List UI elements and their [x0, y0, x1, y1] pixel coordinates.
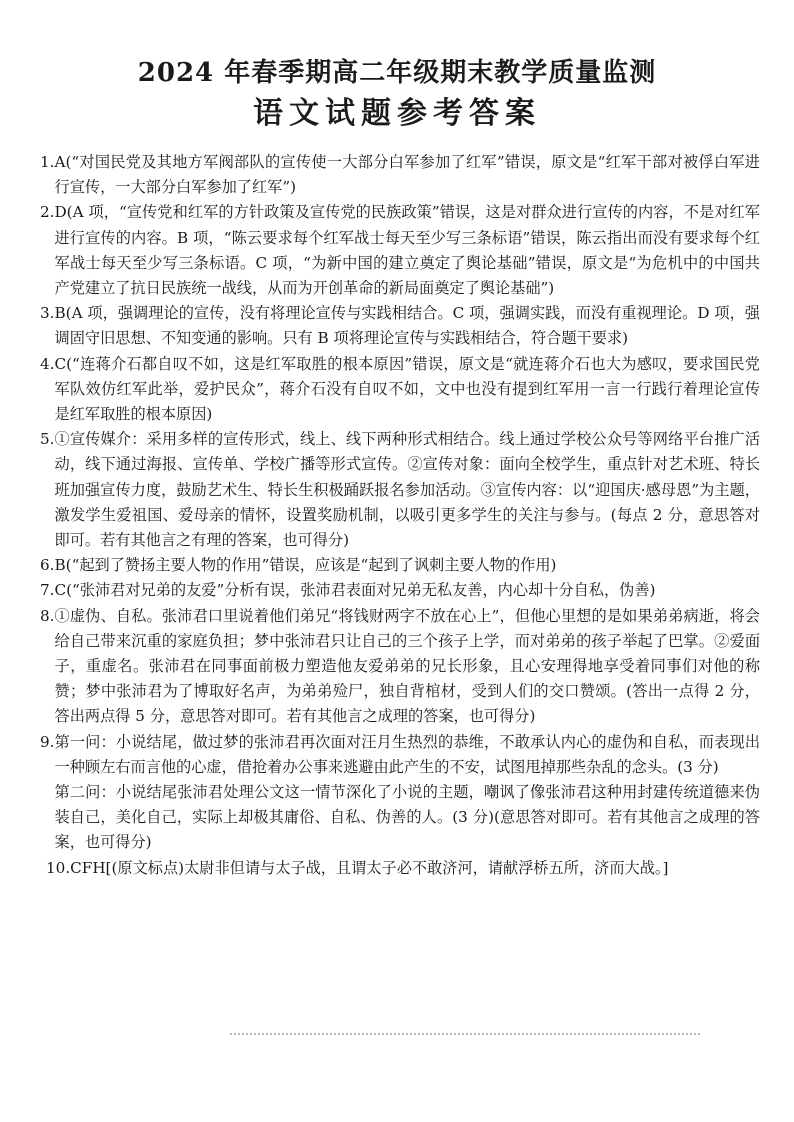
answer-number: 7.: [40, 581, 55, 600]
answer-list: [40, 150, 760, 881]
answer-number: 5.: [40, 430, 55, 449]
answer-text: A(“对国民党及其地方军阀部队的宣传使一大部分白军参加了红军”错误，原文是“红军干部对被俘白军进行宣传，一大部分白军参加了红军”): [54, 153, 760, 197]
answer-item-8: [40, 604, 760, 730]
answer-number: 3.: [40, 304, 55, 323]
answer-text: ①虚伪、自私。张沛君口里说着他们弟兄“将钱财两字不放在心上”，但他心里想的是如果弟弟病逝，将会给自己带来沉重的家庭负担；梦中张沛君只让自己的三个孩子上学，而对弟弟的孩子举起了巴掌。②爱面子，重虚名。张沛君在同事面前极力塑造他友爱弟弟的兄长形象，且心安理得地享受着同事们对他的称赞；梦中张沛君为了博取好名声，为弟弟殓尸，独自背棺材，受到人们的交口赞颂。(答出一点得 2 分，答出两点得 5 分，意思答对即可。若有其他言之成理的答案，也可得分): [54, 606, 760, 726]
answer-item-5: [40, 427, 760, 553]
answer-text: ①宣传媒介：采用多样的宣传形式，线上、线下两种形式相结合。线上通过学校公众号等网络平台推广活动，线下通过海报、宣传单、学校广播等形式宣传。②宣传对象：面向全校学生，重点针对艺术班、特长班加强宣传力度，鼓励艺术生、特长生积极踊跃报名参加活动。③宣传内容：以“迎国庆·感母恩”为主题，激发学生爱祖国、爱母亲的情怀，设置奖励机制，以吸引更多学生的关注与参与。(每点 2 分，意思答对即可。若有其他言之有理的答案，也可得分): [54, 430, 760, 550]
answer-item-2: [40, 200, 760, 301]
answer-text-part-2: 第二问：小说结尾张沛君处理公文这一情节深化了小说的主题，嘲讽了像张沛君这种用封建传统道德来伪装自己，美化自己，实际上却极其庸俗、自私、伪善的人。(3 分)(意思答对即可。若有其他言之成理的答案，也可得分): [54, 783, 760, 852]
answer-item-7: [40, 578, 760, 603]
answer-text-block: [55, 730, 761, 856]
answer-text: D(A 项，“宣传党和红军的方针政策及宣传党的民族政策”错误，这是对群众进行宣传的内容，不是对红军进行宣传的内容。B 项，“陈云要求每个红军战士每天至少写三条标语”错误，陈云指出而没有要求每个红军战士每天至少写三条标语。C 项，“为新中国的建立奠定了舆论基础”错误，原文是“为危机中的中国共产党建立了抗日民族统一战线，从而为开创革命的新局面奠定了舆论基础”): [54, 203, 760, 298]
answer-text: C(“张沛君对兄弟的友爱”分析有误，张沛君表面对兄弟无私友善，内心却十分自私，伪善): [54, 581, 656, 600]
exam-title: 2024 年春季期高二年级期末教学质量监测: [137, 58, 657, 88]
answer-number: 9.: [40, 732, 55, 751]
answer-text-part-1: 第一问：小说结尾，做过梦的张沛君再次面对汪月生热烈的恭维，不敢承认内心的虚伪和自私，而表现出一种顾左右而言他的心虚，借抢着办公事来逃避由此产生的不安，试图甩掉那些杂乱的念头。(3 分): [54, 732, 760, 776]
answer-text: CFH[(原文标点)太尉非但请与太子战，且谓太子必不敢济河，请献浮桥五所，济而大战。]: [70, 858, 669, 877]
answer-item-9: [40, 730, 760, 856]
answer-number: 2.: [40, 203, 55, 222]
answer-number: 6.: [40, 556, 55, 575]
page-cutoff-line: [230, 1033, 700, 1039]
answer-item-1: [40, 150, 760, 200]
answer-item-10: [40, 856, 760, 881]
answer-number: 1.: [40, 153, 55, 171]
answer-item-3: [40, 301, 760, 351]
answer-text: B(“起到了赞扬主要人物的作用”错误，应该是“起到了讽刺主要人物的作用): [54, 556, 557, 575]
answer-text: C(“连蒋介石都自叹不如，这是红军取胜的根本原因”错误，原文是“就连蒋介石也大为感叹，要求国民党军队效仿红军此举，爱护民众”，蒋介石没有自叹不如，文中也没有提到红军用一言一行践行着理论宣传是红军取胜的根本原因): [54, 354, 760, 424]
answer-text: B(A 项，强调理论的宣传，没有将理论宣传与实践相结合。C 项，强调实践，而没有重视理论。D 项，强调固守旧思想、不知变通的影响。只有 B 项将理论宣传与实践相结合，符合题干要求): [54, 304, 760, 348]
answer-item-4: [40, 352, 760, 428]
answer-item-6: [40, 553, 760, 578]
answer-number: 10.: [46, 858, 71, 877]
answer-key-title: 语文试题参考答案: [253, 96, 541, 131]
answer-number: 4.: [40, 354, 55, 373]
answer-number: 8.: [40, 606, 55, 625]
